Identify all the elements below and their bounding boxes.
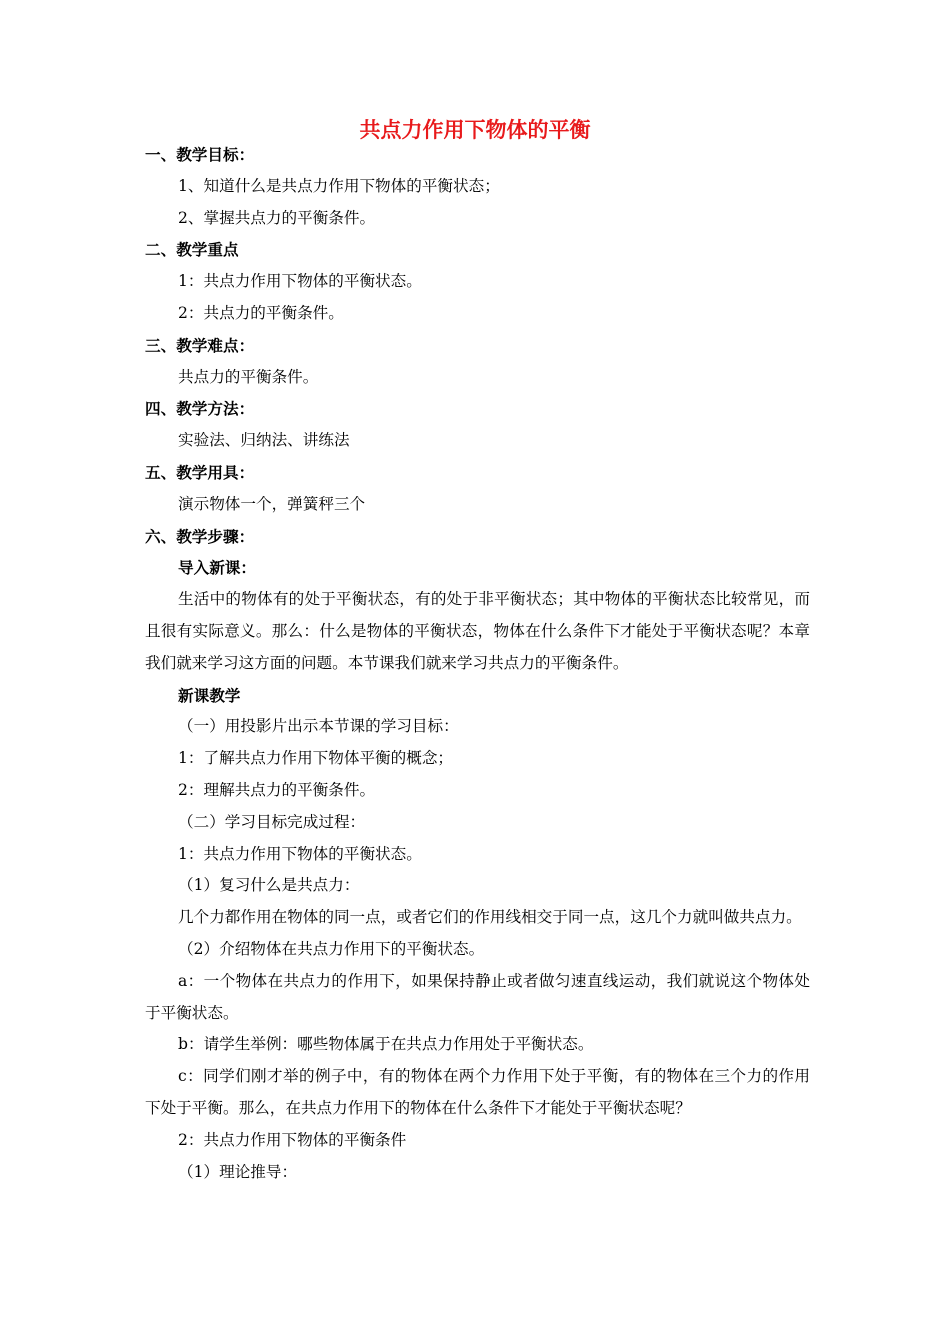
step-line-4: （二）学习目标完成过程：: [178, 812, 366, 831]
tools-text: 演示物体一个，弹簧秤三个: [178, 494, 366, 513]
step-line-1: （一）用投影片出示本节课的学习目标：: [178, 717, 459, 736]
document-title: 共点力作用下物体的平衡: [359, 117, 591, 142]
step-line-theory: （1）理论推导：: [178, 1162, 298, 1181]
step-line-equilibrium-condition: 2：共点力作用下物体的平衡条件: [178, 1130, 407, 1149]
document-body: [145, 139, 810, 1188]
step-line-6: （1）复习什么是共点力：: [178, 876, 360, 895]
objective-item-1: 1、知道什么是共点力作用下物体的平衡状态；: [178, 176, 500, 195]
line-b: b：请学生举例：哪些物体属于在共点力作用处于平衡状态。: [178, 1035, 594, 1054]
step-line-2: 1：了解共点力作用下物体平衡的概念；: [178, 749, 454, 768]
intro-heading: 导入新课：: [178, 558, 256, 578]
key-point-item-2: 2：共点力的平衡条件。: [178, 303, 344, 322]
objective-item-2: 2、掌握共点力的平衡条件。: [178, 208, 376, 227]
section-heading-difficulty: 三、教学难点：: [145, 335, 255, 355]
section-heading-steps: 六、教学步骤：: [145, 526, 255, 546]
step-line-5: 1：共点力作用下物体的平衡状态。: [178, 844, 422, 863]
new-lesson-heading: 新课教学: [178, 685, 241, 705]
concurrent-force-paragraph: 几个力都作用在物体的同一点，或者它们的作用线相交于同一点，这几个力就叫做共点力。: [178, 908, 802, 927]
key-point-item-1: 1：共点力作用下物体的平衡状态。: [178, 272, 422, 291]
methods-text: 实验法、归纳法、讲练法: [178, 431, 350, 450]
paragraph-c: c：同学们刚才举的例子中，有的物体在两个力作用下处于平衡，有的物体在三个力的作用下处于平衡。那么，在共点力作用下的物体在什么条件下才能处于平衡状态呢？: [145, 1067, 810, 1117]
section-heading-tools: 五、教学用具：: [145, 462, 255, 482]
intro-paragraph: 生活中的物体有的处于平衡状态，有的处于非平衡状态；其中物体的平衡状态比较常见，而且很有实际意义。那么：什么是物体的平衡状态，物体在什么条件下才能处于平衡状态呢？本章我们就来学习这方面的问题。本节课我们就来学习共点力的平衡条件。: [145, 590, 810, 672]
section-heading-objectives: 一、教学目标：: [145, 145, 255, 164]
step-line-intro2: （2）介绍物体在共点力作用下的平衡状态。: [178, 939, 485, 958]
step-line-3: 2：理解共点力的平衡条件。: [178, 780, 376, 799]
difficulty-text: 共点力的平衡条件。: [178, 367, 319, 386]
paragraph-a: a：一个物体在共点力的作用下，如果保持静止或者做匀速直线运动，我们就说这个物体处于平衡状态。: [145, 971, 810, 1022]
section-heading-methods: 四、教学方法：: [145, 399, 255, 419]
section-heading-key-points: 二、教学重点: [145, 240, 239, 260]
